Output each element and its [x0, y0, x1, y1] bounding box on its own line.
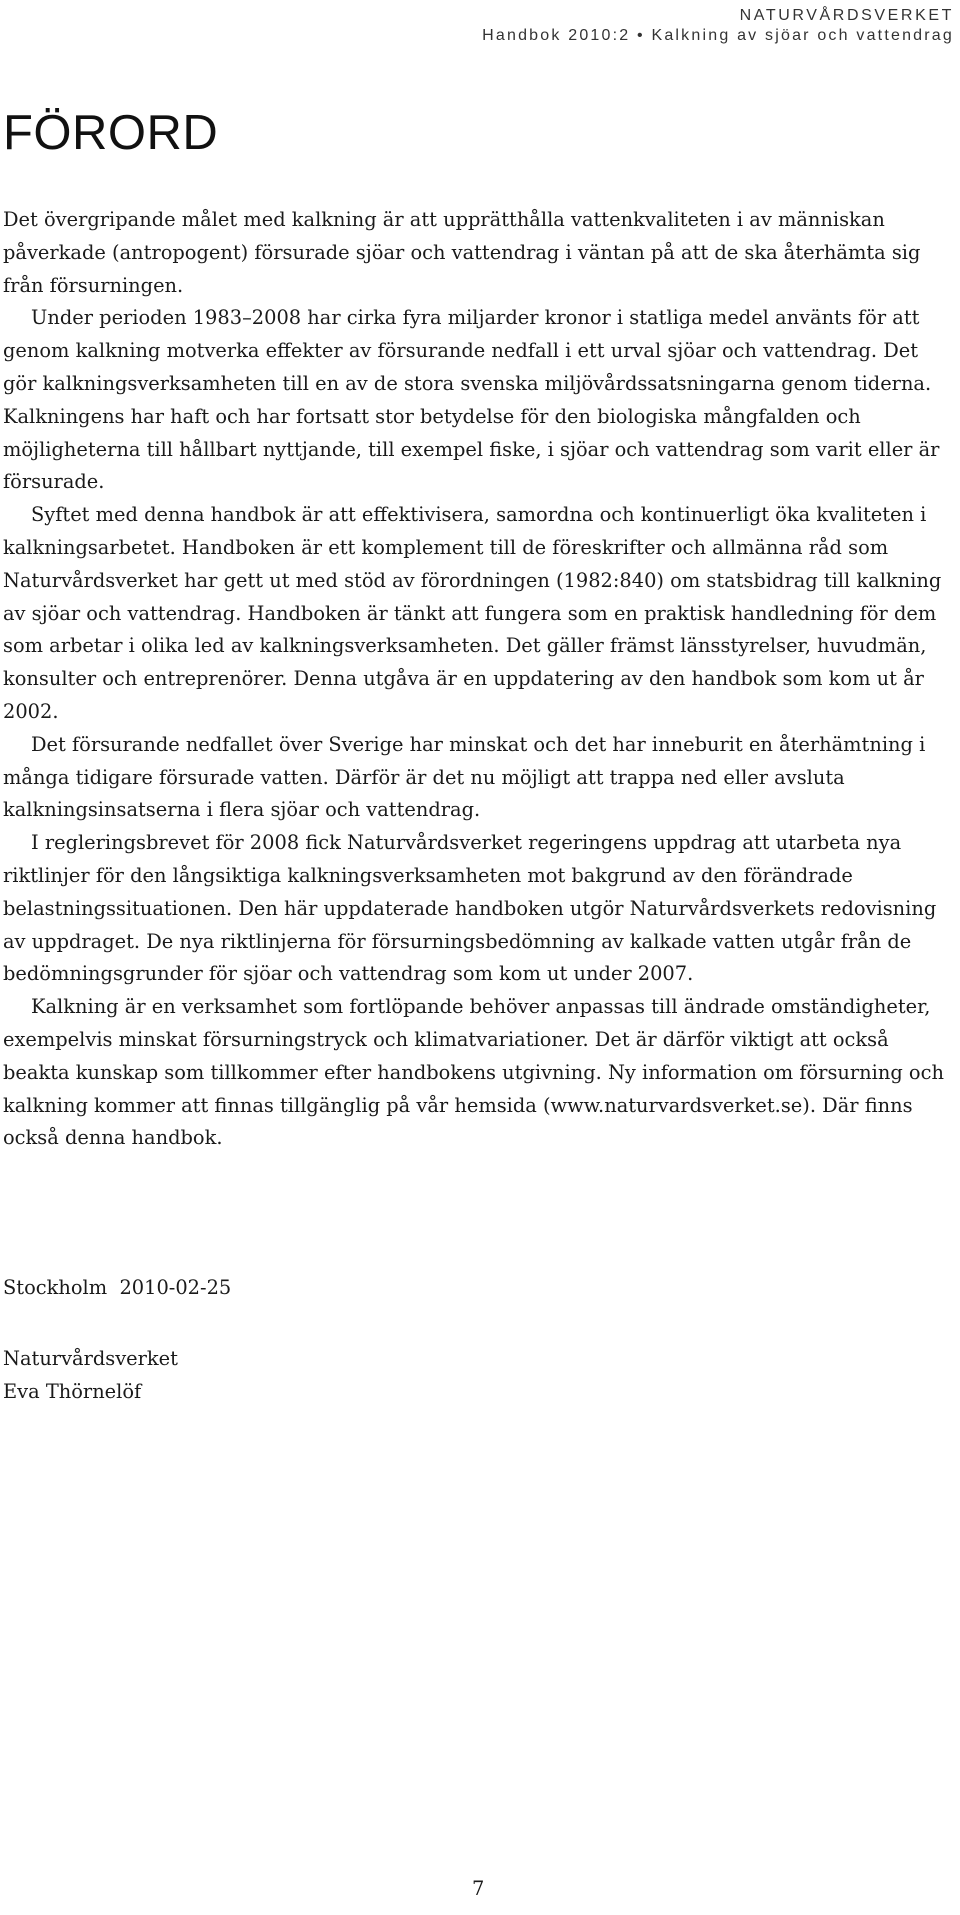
- signature-organization: Naturvårdsverket: [3, 1347, 178, 1370]
- page-title: FÖRORD: [3, 106, 219, 160]
- paragraph: Kalkning är en verksamhet som fortlöpande behöver anpassas till ändrade omständigheter, exempelvis minskat försurningstryck och klimatvariationer. Det är därför viktigt att också beakta kunskap som tillkommer efter handbokens utgivning. Ny information om försurning och kalkning kommer att finnas tillgänglig på vår hemsida (www.naturvardsverket.se). Där finns också denna handbok.: [3, 995, 944, 1150]
- foreword-body: [3, 204, 951, 1155]
- paragraph: I regleringsbrevet för 2008 fick Naturvårdsverket regeringens uppdrag att utarbeta nya riktlinjer för den långsiktiga kalkningsverksamheten mot bakgrund av den förändrade belastningssituationen. Den här uppdaterade handboken utgör Naturvårdsverkets redovisning av uppdraget. De nya riktlinjerna för försurningsbedömning av kalkade vatten utgår från de bedömningsgrunder för sjöar och vattendrag som kom ut under 2007.: [3, 831, 937, 986]
- paragraph: Under perioden 1983–2008 har cirka fyra miljarder kronor i statliga medel använts för att genom kalkning motverka effekter av försurande nedfall i ett urval sjöar och vattendrag. Det gör kalkningsverksamheten till en av de stora svenska miljövårdssatsningarna genom tiderna. Kalkningens har haft och har fortsatt stor betydelse för den biologiska mångfalden och möjligheterna till hållbart nyttjande, till exempel fiske, i sjöar och vattendrag som varit eller är försurade.: [3, 306, 940, 494]
- signatory-name: Eva Thörnelöf: [3, 1379, 142, 1403]
- place-and-date: Stockholm 2010-02-25: [3, 1276, 232, 1299]
- paragraph: Det övergripande målet med kalkning är att upprätthålla vattenkvaliteten i av människan påverkade (antropogent) försurade sjöar och vattendrag i väntan på att de ska återhämta sig från försurningen.: [3, 208, 921, 297]
- running-header: [482, 6, 954, 46]
- header-organization: NATURVÅRDSVERKET: [739, 7, 954, 24]
- signature-block: [3, 1343, 178, 1409]
- header-series-title: Handbok 2010:2 • Kalkning av sjöar och vattendrag: [482, 27, 954, 44]
- page-number: 7: [472, 1877, 485, 1900]
- paragraph: Syftet med denna handbok är att effektivisera, samordna och kontinuerligt öka kvaliteten i kalkningsarbetet. Handboken är ett komplement till de föreskrifter och allmänna råd som Naturvårdsverket har gett ut med stöd av förordningen (1982:840) om statsbidrag till kalkning av sjöar och vattendrag. Handboken är tänkt att fungera som en praktisk handledning för dem som arbetar i olika led av kalkningsverksamheten. Det gäller främst länsstyrelser, huvudmän, konsulter och entreprenörer. Denna utgåva är en uppdatering av den handbok som kom ut år 2002.: [3, 503, 942, 723]
- paragraph: Det försurande nedfallet över Sverige har minskat och det har inneburit en återhämtning i många tidigare försurade vatten. Därför är det nu möjligt att trappa ned eller avsluta kalkningsinsatserna i flera sjöar och vattendrag.: [3, 732, 926, 822]
